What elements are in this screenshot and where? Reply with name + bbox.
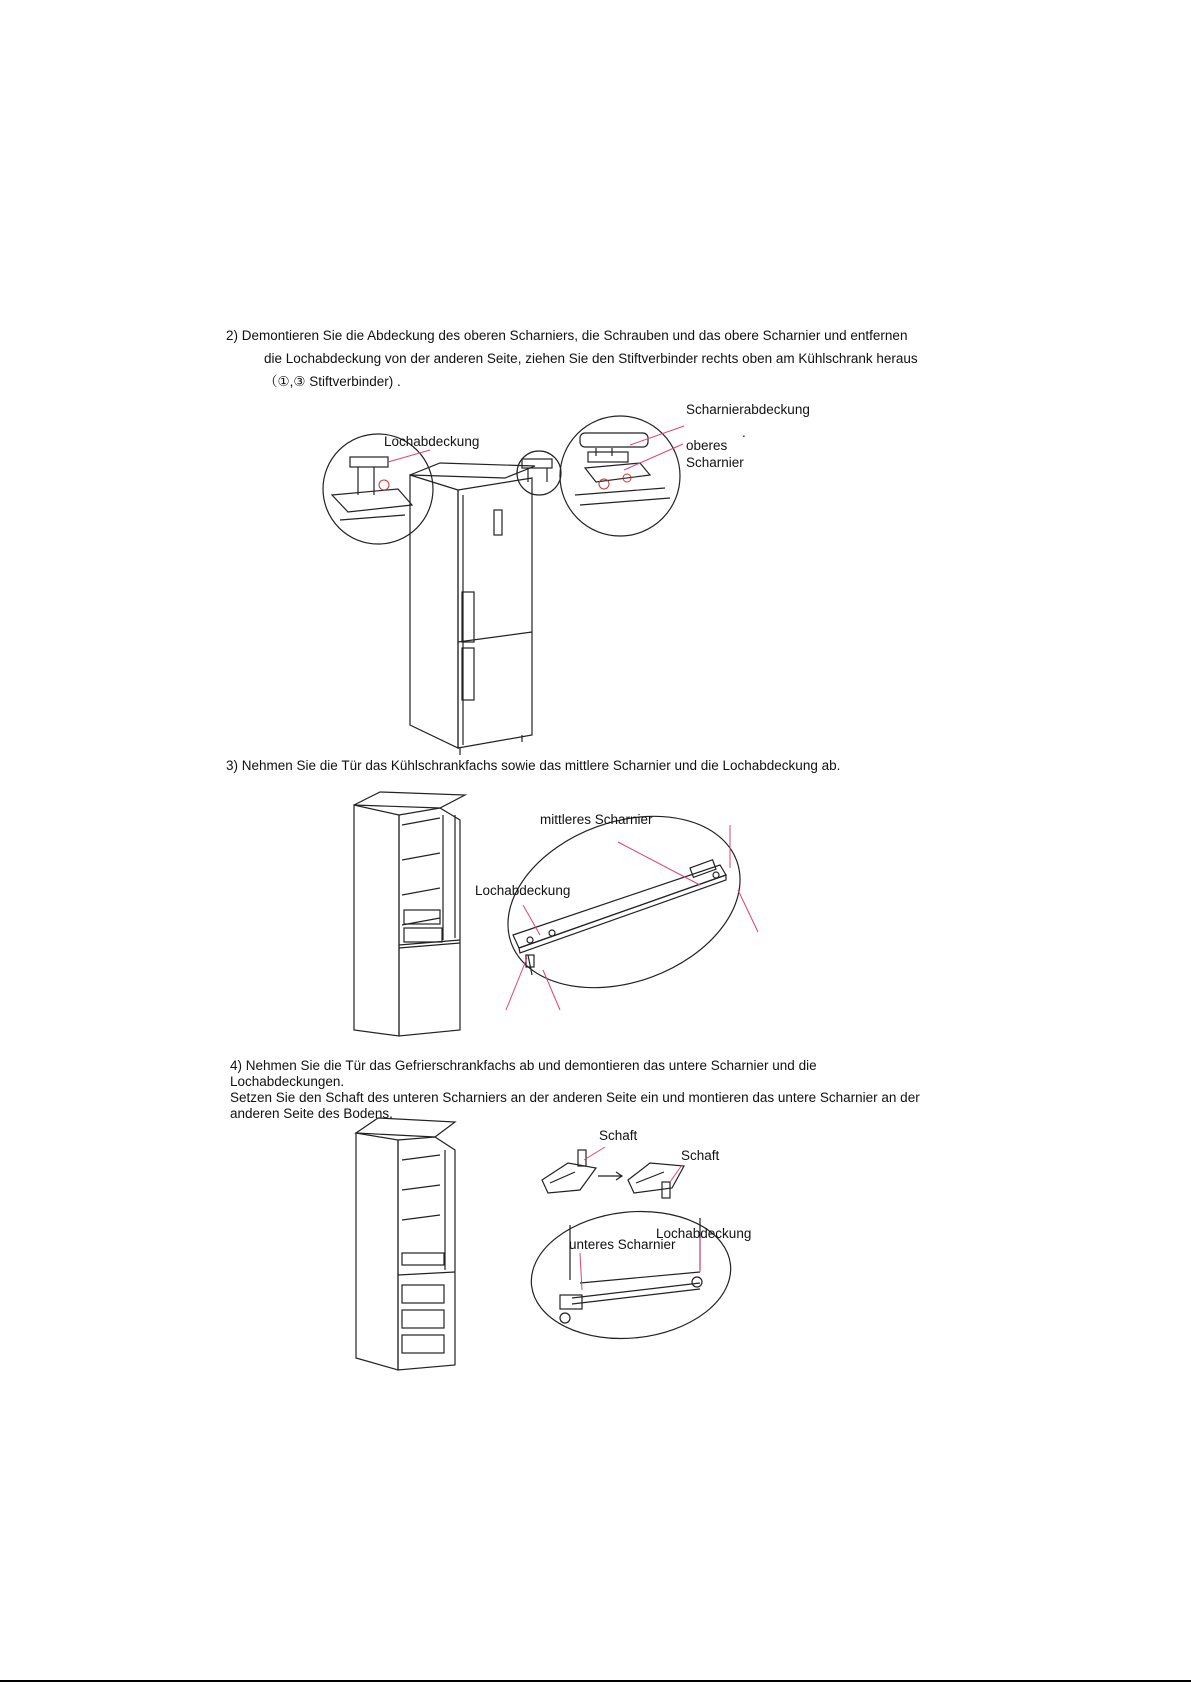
label-schaft-2: Schaft: [681, 1148, 720, 1163]
page-bottom-rule: [0, 1680, 1191, 1682]
step4-line1: 4) Nehmen Sie die Tür das Gefrierschrankfachs ab und demontieren das untere Scharnier und die: [230, 1058, 817, 1073]
label-oberes: oberes: [686, 438, 728, 453]
step2-line2: die Lochabdeckung von der anderen Seite, ziehen Sie den Stiftverbinder rechts oben am Kühlschrank heraus: [264, 351, 918, 366]
label-unteres-scharnier: unteres Scharnier: [569, 1237, 676, 1252]
label-scharnier: Scharnier: [686, 455, 744, 470]
step4-fridge-illustration: [356, 1118, 455, 1370]
step3-line1: 3) Nehmen Sie die Tür das Kühlschrankfachs sowie das mittlere Scharnier und die Lochabdeckung ab.: [226, 758, 841, 773]
step2-line3: （①,③ Stiftverbinder) .: [264, 374, 401, 389]
label-lochabdeckung-bottom: Lochabdeckung: [656, 1226, 752, 1241]
label-lochabdeckung-mid: Lochabdeckung: [475, 883, 571, 898]
label-lochabdeckung-top: Lochabdeckung: [384, 434, 480, 449]
step4-line3: Setzen Sie den Schaft des unteren Scharniers an der anderen Seite ein und montieren das untere Scharnier an der: [230, 1090, 920, 1105]
step2-fridge-illustration: [410, 463, 535, 755]
step4-lower-hinge-detail: [525, 1202, 737, 1348]
label-scharnierabdeckung: Scharnierabdeckung: [686, 402, 810, 417]
label-mittleres-scharnier: mittleres Scharnier: [540, 812, 653, 827]
step4-line4: anderen Seite des Bodens.: [230, 1106, 393, 1121]
label-schaft-1: Schaft: [599, 1128, 638, 1143]
label-dot: .: [742, 425, 746, 440]
step3-fridge-illustration: [354, 792, 465, 1036]
step2-left-detail: [323, 434, 433, 544]
step4-shaft-parts: [542, 1150, 684, 1198]
step4-line2: Lochabdeckungen.: [230, 1074, 345, 1089]
step2-corner-detail: [517, 451, 561, 495]
step2-line1: 2) Demontieren Sie die Abdeckung des oberen Scharniers, die Schrauben und das obere Scharnier und entfernen: [226, 328, 908, 343]
